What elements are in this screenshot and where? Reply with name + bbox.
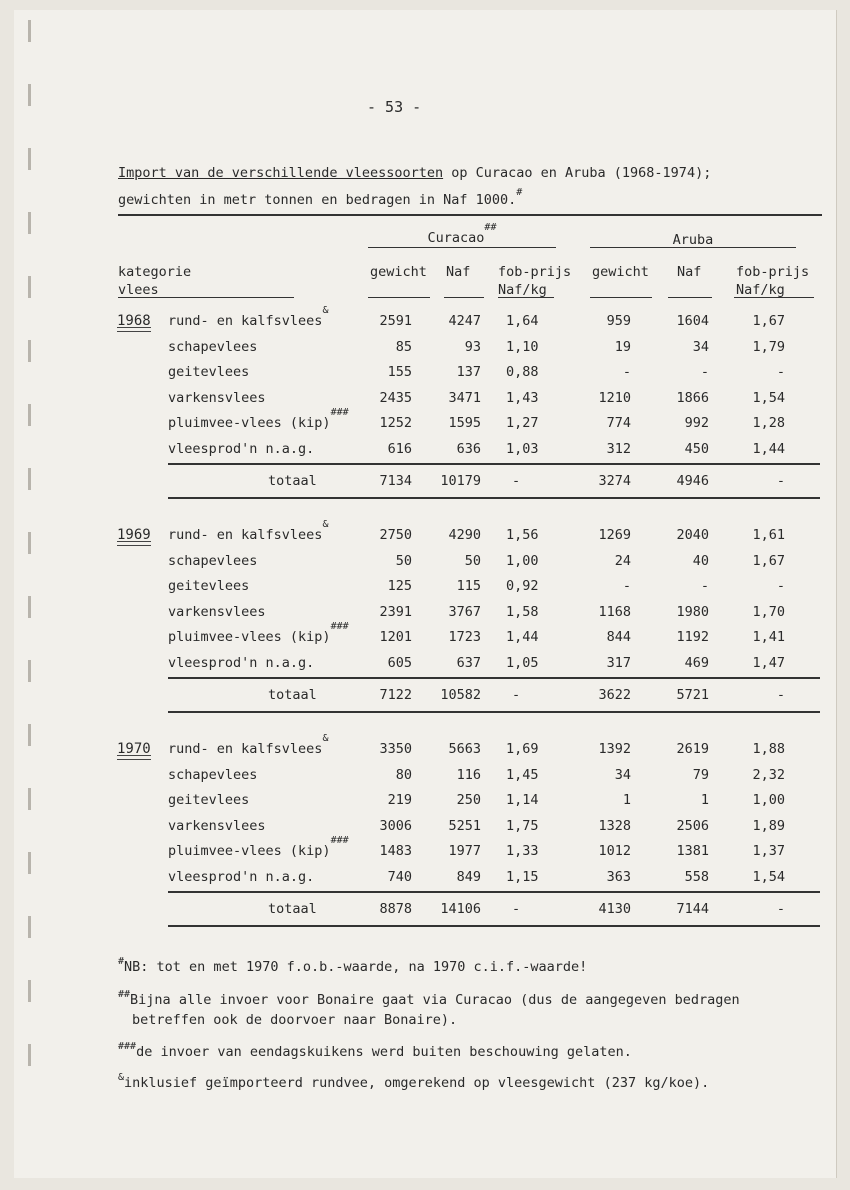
total-cell-af: - [776,900,785,917]
table-cell-cg: 2591 [379,313,412,329]
table-cell-ag: 774 [606,415,631,432]
table-cell-an: 1980 [676,603,709,620]
total-cell-an: 4946 [676,472,709,489]
kategorie-rule [118,297,294,298]
header-curacao: Curacao## [427,222,497,246]
top-rule [118,214,822,216]
table-cell-cg: 3006 [379,817,412,834]
table-cell-cg: 1483 [379,843,412,860]
table-cell-af: 1,79 [752,338,785,355]
table-cell-cf: 1,27 [506,415,539,432]
table-cell-cg: 85 [395,338,412,355]
total-cell-ag: 3622 [598,686,631,703]
table-cell-cn: 1723 [448,629,481,646]
footnote [118,1042,632,1062]
title-line2: gewichten in metr tonnen en bedragen in Naf 1000. [118,192,517,208]
table-cell-af: 1,00 [752,792,785,809]
table-cell-cf: 0,88 [506,364,539,381]
footnote-mark: ## [118,989,131,1000]
table-cell-cg: 3350 [379,741,412,757]
table-cell-cf: 1,03 [506,441,539,457]
table-cell-cg: 1252 [379,415,412,432]
table-cell-cf: 0,92 [506,578,539,595]
table-cell-an: 34 [692,338,709,355]
table-cell-cf: 1,43 [506,389,539,406]
category-label: rund- en kalfsvlees& [168,733,329,757]
category-label: geitevlees [168,364,250,381]
category-label: vleesprod'n n.a.g. [168,655,315,671]
table-cell-an: 1 [700,792,709,809]
table-cell-an: 1381 [676,843,709,860]
table-cell-cn: 116 [456,766,481,783]
footnote [118,990,740,1030]
table-cell-cf: 1,45 [506,766,539,783]
category-label: pluimvee-vlees (kip)### [168,407,349,432]
table-cell-cf: 1,44 [506,629,539,646]
category-label: vleesprod'n n.a.g. [168,869,315,885]
category-label: pluimvee-vlees (kip)### [168,621,349,646]
table-cell-ag: 1210 [598,389,631,406]
total-cell-ag: 3274 [598,472,631,489]
table-rule [168,891,820,893]
year-label: 1970 [117,741,151,760]
total-label: totaal [268,472,317,489]
total-cell-cg: 8878 [379,900,412,917]
table-cell-ag: 1269 [598,527,631,543]
table-cell-cg: 2391 [379,603,412,620]
table-cell-ag: 1168 [598,603,631,620]
table-cell-cg: 2435 [379,389,412,406]
table-cell-ag: 1012 [598,843,631,860]
table-cell-cn: 115 [456,578,481,595]
table-cell-cf: 1,58 [506,603,539,620]
table-cell-ag: 312 [606,441,631,457]
table-cell-an: 469 [684,655,709,671]
table-cell-cg: 1201 [379,629,412,646]
category-label: varkensvlees [168,389,266,406]
total-cell-cf: - [512,900,521,917]
table-cell-cn: 50 [464,552,481,569]
table-cell-cn: 3767 [448,603,481,620]
header-curacao-naf: Naf [446,264,471,280]
table-cell-ag: 844 [606,629,631,646]
page-number: - 53 - [367,98,422,116]
table-cell-af: 1,28 [752,415,785,432]
total-cell-cf: - [512,686,521,703]
table-cell-ag: 34 [614,766,631,783]
title-underlined: Import van de verschillende vleessoorten [118,165,444,181]
header-aruba-fob: fob-prijs [736,264,810,280]
total-cell-an: 7144 [676,900,709,917]
total-cell-an: 5721 [676,686,709,703]
table-cell-af: 1,54 [752,389,785,406]
curacao-rule [368,247,556,248]
header-curacao-gewicht: gewicht [370,264,427,280]
category-label: varkensvlees [168,817,266,834]
total-cell-cg: 7122 [379,686,412,703]
header-curacao-fob: fob-prijs [498,264,572,280]
category-label: schapevlees [168,338,258,355]
table-cell-cg: 50 [395,552,412,569]
table-cell-af: - [776,364,785,381]
year-label: 1968 [117,313,151,332]
table-cell-cn: 3471 [448,389,481,406]
category-label: geitevlees [168,792,250,809]
table-cell-af: 1,37 [752,843,785,860]
category-label: vleesprod'n n.a.g. [168,441,315,457]
footnote [118,1073,709,1093]
table-cell-af: 1,89 [752,817,785,834]
table-cell-cg: 740 [387,869,412,885]
table-cell-an: 2619 [676,741,709,757]
table-cell-cn: 5251 [448,817,481,834]
total-cell-cn: 10582 [440,686,481,703]
table-rule [168,711,820,713]
table-cell-ag: 24 [614,552,631,569]
total-cell-cf: - [512,472,521,489]
category-label: schapevlees [168,766,258,783]
table-cell-cf: 1,33 [506,843,539,860]
table-cell-an: 1604 [676,313,709,329]
total-cell-cg: 7134 [379,472,412,489]
table-cell-cn: 250 [456,792,481,809]
table-cell-cg: 2750 [379,527,412,543]
header-aruba-naf: Naf [677,264,702,280]
category-label: geitevlees [168,578,250,595]
table-cell-ag: 19 [614,338,631,355]
year-label: 1969 [117,527,151,546]
table-cell-cg: 616 [387,441,412,457]
total-cell-cn: 14106 [440,900,481,917]
total-cell-af: - [776,686,785,703]
table-cell-ag: 317 [606,655,631,671]
header-vlees: vlees [118,282,159,298]
table-cell-cf: 1,00 [506,552,539,569]
table-cell-an: 2040 [676,527,709,543]
table-cell-af: 1,47 [752,655,785,671]
table-rule [168,677,820,679]
document-title [118,160,711,214]
binding-holes [24,20,36,1170]
table-cell-cn: 1977 [448,843,481,860]
title-rest: op Curacao en Aruba (1968-1974); [443,165,712,181]
table-cell-cn: 636 [456,441,481,457]
table-rule [168,497,820,499]
table-cell-cn: 5663 [448,741,481,757]
table-cell-cg: 219 [387,792,412,809]
table-rule [168,925,820,927]
table-cell-cf: 1,64 [506,313,539,329]
table-cell-cn: 849 [456,869,481,885]
table-cell-cf: 1,75 [506,817,539,834]
table-cell-ag: 1328 [598,817,631,834]
table-cell-ag: 1 [622,792,631,809]
total-cell-af: - [776,472,785,489]
table-cell-cf: 1,56 [506,527,539,543]
table-cell-an: - [700,578,709,595]
table-cell-af: 1,88 [752,741,785,757]
title-footnote-mark: # [516,187,523,198]
footnote-text: betreffen ook de doorvoer naar Bonaire). [132,1012,458,1028]
table-cell-an: 558 [684,869,709,885]
table-cell-af: 1,41 [752,629,785,646]
category-label: pluimvee-vlees (kip)### [168,835,349,860]
table-cell-cf: 1,10 [506,338,539,355]
footnote-text: Bijna alle invoer voor Bonaire gaat via Curacao (dus de aangegeven bedragen [130,992,740,1008]
table-cell-cg: 605 [387,655,412,671]
table-cell-an: - [700,364,709,381]
total-label: totaal [268,686,317,703]
total-cell-cn: 10179 [440,472,481,489]
table-cell-cf: 1,05 [506,655,539,671]
footnote-text: de invoer van eendagskuikens werd buiten beschouwing gelaten. [136,1044,632,1060]
footnote-mark: ### [118,1041,137,1052]
table-cell-cn: 637 [456,655,481,671]
table-cell-cn: 4247 [448,313,481,329]
table-cell-an: 40 [692,552,709,569]
table-cell-an: 1866 [676,389,709,406]
table-cell-af: 1,67 [752,313,785,329]
footnote-text: inklusief geïmporteerd rundvee, omgerekend op vleesgewicht (237 kg/koe). [124,1075,710,1091]
table-cell-ag: - [622,364,631,381]
table-cell-cf: 1,15 [506,869,539,885]
table-rule [168,463,820,465]
table-cell-an: 79 [692,766,709,783]
table-cell-ag: 363 [606,869,631,885]
table-cell-an: 2506 [676,817,709,834]
footnote-mark: & [118,1072,125,1083]
header-kategorie: kategorie [118,264,192,280]
table-cell-cn: 93 [464,338,481,355]
table-cell-cn: 4290 [448,527,481,543]
table-cell-af: - [776,578,785,595]
header-curacao-fob-unit: Naf/kg [498,282,547,298]
table-cell-an: 450 [684,441,709,457]
footnote-text: NB: tot en met 1970 f.o.b.-waarde, na 1970 c.i.f.-waarde! [124,959,588,975]
table-cell-cn: 1595 [448,415,481,432]
table-cell-ag: 959 [606,313,631,329]
table-cell-cf: 1,14 [506,792,539,809]
table-cell-af: 1,61 [752,527,785,543]
category-label: rund- en kalfsvlees& [168,519,329,543]
header-aruba-gewicht: gewicht [592,264,649,280]
table-cell-af: 1,70 [752,603,785,620]
header-aruba-fob-unit: Naf/kg [736,282,785,298]
table-cell-af: 2,32 [752,766,785,783]
table-cell-cg: 155 [387,364,412,381]
total-cell-ag: 4130 [598,900,631,917]
footnote-mark: # [118,956,125,967]
total-label: totaal [268,900,317,917]
aruba-rule [590,247,796,248]
table-cell-an: 992 [684,415,709,432]
table-cell-cg: 125 [387,578,412,595]
header-aruba: Aruba [672,232,714,248]
table-cell-ag: 1392 [598,741,631,757]
table-cell-af: 1,67 [752,552,785,569]
footnote [118,957,587,977]
category-label: rund- en kalfsvlees& [168,305,329,329]
table-cell-af: 1,44 [752,441,785,457]
table-cell-cg: 80 [395,766,412,783]
table-cell-af: 1,54 [752,869,785,885]
table-cell-an: 1192 [676,629,709,646]
table-cell-cf: 1,69 [506,741,539,757]
category-label: schapevlees [168,552,258,569]
table-cell-cn: 137 [456,364,481,381]
category-label: varkensvlees [168,603,266,620]
table-cell-ag: - [622,578,631,595]
